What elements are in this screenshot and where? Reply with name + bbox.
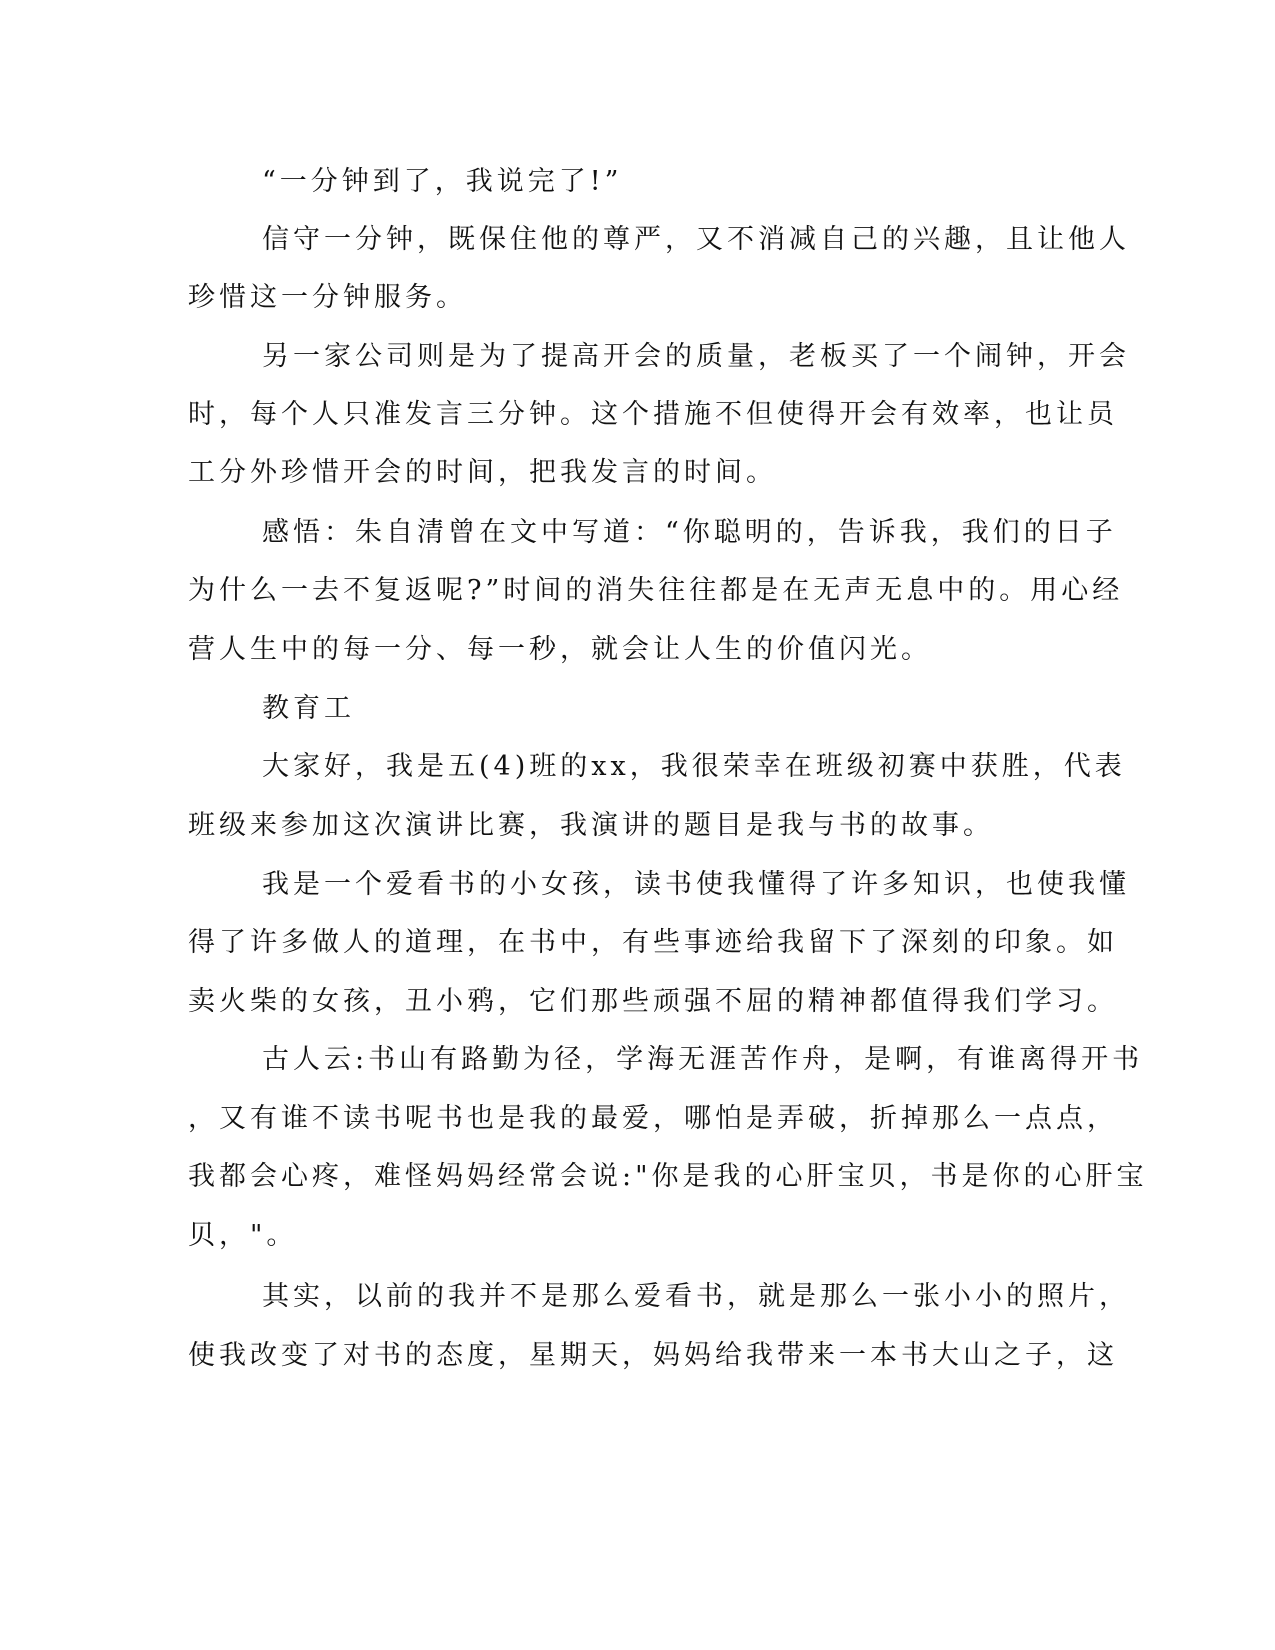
text-line: 珍惜这一分钟服务。	[188, 282, 467, 313]
text-line: ，又有谁不读书呢书也是我的最爱，哪怕是弄破，折掉那么一点点，	[188, 1103, 1118, 1134]
text-line: 信守一分钟，既保住他的尊严，又不消减自己的兴趣，且让他人	[262, 224, 1130, 255]
text-line: 班级来参加这次演讲比赛，我演讲的题目是我与书的故事。	[188, 810, 994, 841]
text-line: 工分外珍惜开会的时间，把我发言的时间。	[188, 457, 777, 488]
text-line: 我都会心疼，难怪妈妈经常会说:"你是我的心肝宝贝，书是你的心肝宝	[188, 1161, 1148, 1192]
text-line: 其实，以前的我并不是那么爱看书，就是那么一张小小的照片，	[262, 1281, 1130, 1312]
text-line: 贝，"。	[188, 1220, 298, 1251]
text-line: 卖火柴的女孩，丑小鸦，它们那些顽强不屈的精神都值得我们学习。	[188, 986, 1118, 1017]
text-line: 为什么一去不复返呢?”时间的消失往往都是在无声无息中的。用心经	[188, 575, 1124, 606]
text-line: 得了许多做人的道理，在书中，有些事迹给我留下了深刻的印象。如	[188, 927, 1118, 958]
text-line: 感悟：朱自清曾在文中写道：“你聪明的，告诉我，我们的日子	[262, 517, 1117, 548]
text-line: 另一家公司则是为了提高开会的质量，老板买了一个闹钟，开会	[262, 341, 1130, 372]
text-line: 大家好，我是五(4)班的xx，我很荣幸在班级初赛中获胜，代表	[262, 751, 1126, 782]
text-line: 我是一个爱看书的小女孩，读书使我懂得了许多知识，也使我懂	[262, 869, 1130, 900]
text-line: 使我改变了对书的态度，星期天，妈妈给我带来一本书大山之子，这	[188, 1340, 1118, 1371]
text-line: 时，每个人只准发言三分钟。这个措施不但使得开会有效率，也让员	[188, 399, 1118, 430]
text-line: 营人生中的每一分、每一秒，就会让人生的价值闪光。	[188, 634, 932, 665]
text-line: 教育工	[262, 693, 355, 724]
text-line: 古人云:书山有路勤为径，学海无涯苦作舟，是啊，有谁离得开书	[262, 1044, 1144, 1075]
text-line: “一分钟到了，我说完了!”	[262, 166, 623, 197]
